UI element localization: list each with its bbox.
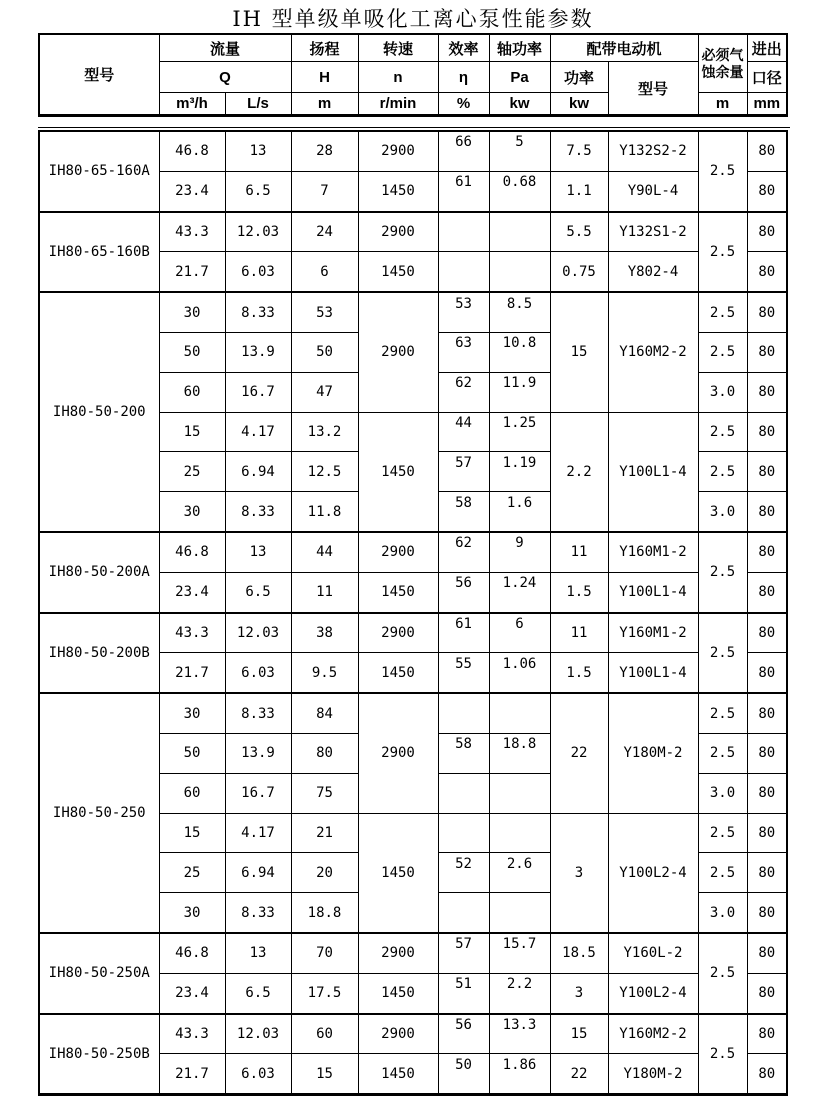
cell-npsh-m: 2.5 — [698, 292, 747, 332]
header-motor-model: 型号 — [608, 62, 698, 116]
cell-flow-ls: 13 — [225, 532, 291, 572]
cell-flow-m3h: 30 — [159, 292, 225, 332]
header-unit-kw-pa: kw — [489, 93, 550, 116]
cell-npsh-m: 2.5 — [698, 452, 747, 492]
cell-efficiency-pct — [438, 773, 489, 813]
cell-head-m: 60 — [291, 1014, 358, 1054]
cell-diameter-mm: 80 — [747, 773, 787, 813]
cell-shaft-power-kw: 11.9 — [489, 372, 550, 412]
cell-speed-rmin: 1450 — [358, 653, 438, 693]
cell-flow-m3h: 30 — [159, 693, 225, 733]
cell-head-m: 15 — [291, 1054, 358, 1095]
cell-npsh-m: 2.5 — [698, 212, 747, 293]
cell-shaft-power-kw: 15.7 — [489, 933, 550, 973]
header-q: Q — [159, 62, 291, 93]
cell-efficiency-pct — [438, 693, 489, 733]
table-row — [39, 1014, 787, 1054]
pump-model: IH80-50-200A — [39, 532, 159, 613]
cell-flow-ls: 13.9 — [225, 332, 291, 372]
cell-efficiency-pct: 51 — [438, 973, 489, 1013]
cell-flow-m3h: 21.7 — [159, 252, 225, 292]
cell-shaft-power-kw: 18.8 — [489, 733, 550, 773]
cell-motor-model: Y160L-2 — [608, 933, 698, 973]
cell-head-m: 44 — [291, 532, 358, 572]
cell-speed-rmin: 1450 — [358, 973, 438, 1013]
cell-head-m: 47 — [291, 372, 358, 412]
cell-efficiency-pct — [438, 893, 489, 933]
cell-diameter-mm: 80 — [747, 1054, 787, 1095]
cell-speed-rmin: 2900 — [358, 212, 438, 252]
cell-shaft-power-kw: 13.3 — [489, 1014, 550, 1054]
cell-shaft-power-kw: 1.6 — [489, 492, 550, 532]
cell-npsh-m: 3.0 — [698, 372, 747, 412]
cell-flow-ls: 12.03 — [225, 613, 291, 653]
cell-efficiency-pct: 66 — [438, 131, 489, 171]
cell-motor-model: Y132S2-2 — [608, 131, 698, 171]
cell-efficiency-pct: 52 — [438, 853, 489, 893]
cell-efficiency-pct: 62 — [438, 372, 489, 412]
header-speed: 转速 — [358, 34, 438, 62]
cell-motor-model: Y100L2-4 — [608, 973, 698, 1013]
cell-flow-m3h: 25 — [159, 853, 225, 893]
cell-diameter-mm: 80 — [747, 613, 787, 653]
cell-flow-ls: 6.94 — [225, 853, 291, 893]
cell-motor-power-kw: 11 — [550, 613, 608, 653]
header-flow: 流量 — [159, 34, 291, 62]
cell-npsh-m: 2.5 — [698, 733, 747, 773]
table-row — [39, 933, 787, 973]
pump-model: IH80-50-250A — [39, 933, 159, 1014]
pump-model: IH80-50-250B — [39, 1014, 159, 1095]
cell-motor-power-kw: 7.5 — [550, 131, 608, 171]
cell-motor-power-kw: 18.5 — [550, 933, 608, 973]
cell-motor-model: Y160M1-2 — [608, 532, 698, 572]
header-unit-m: m — [291, 93, 358, 116]
header-model: 型号 — [39, 34, 159, 116]
header-eta: η — [438, 62, 489, 93]
cell-head-m: 80 — [291, 733, 358, 773]
cell-flow-ls: 13.9 — [225, 733, 291, 773]
cell-npsh-m: 3.0 — [698, 492, 747, 532]
cell-flow-m3h: 46.8 — [159, 532, 225, 572]
cell-head-m: 13.2 — [291, 412, 358, 452]
cell-diameter-mm: 80 — [747, 1014, 787, 1054]
cell-npsh-m: 2.5 — [698, 131, 747, 212]
header-shaft-power: 轴功率 — [489, 34, 550, 62]
cell-npsh-m: 3.0 — [698, 893, 747, 933]
table-row — [39, 292, 787, 332]
cell-shaft-power-kw: 1.24 — [489, 572, 550, 612]
header-unit-m3h: m³/h — [159, 93, 225, 116]
cell-flow-m3h: 46.8 — [159, 131, 225, 171]
cell-diameter-mm: 80 — [747, 171, 787, 211]
cell-flow-m3h: 60 — [159, 372, 225, 412]
cell-motor-model: Y100L1-4 — [608, 412, 698, 532]
cell-diameter-mm: 80 — [747, 532, 787, 572]
cell-efficiency-pct: 44 — [438, 412, 489, 452]
pump-model: IH80-65-160A — [39, 131, 159, 212]
cell-flow-ls: 6.03 — [225, 1054, 291, 1095]
header-unit-mm: mm — [747, 93, 787, 116]
cell-shaft-power-kw — [489, 212, 550, 252]
header-h: H — [291, 62, 358, 93]
cell-shaft-power-kw: 1.06 — [489, 653, 550, 693]
cell-diameter-mm: 80 — [747, 412, 787, 452]
cell-motor-model: Y180M-2 — [608, 1054, 698, 1095]
cell-diameter-mm: 80 — [747, 452, 787, 492]
cell-flow-m3h: 15 — [159, 813, 225, 853]
cell-diameter-mm: 80 — [747, 131, 787, 171]
cell-shaft-power-kw: 6 — [489, 613, 550, 653]
table-body — [38, 130, 788, 1096]
table-row — [39, 613, 787, 653]
cell-shaft-power-kw: 1.19 — [489, 452, 550, 492]
cell-flow-ls: 16.7 — [225, 773, 291, 813]
cell-flow-m3h: 23.4 — [159, 973, 225, 1013]
cell-flow-ls: 4.17 — [225, 813, 291, 853]
cell-flow-m3h: 43.3 — [159, 1014, 225, 1054]
cell-flow-ls: 8.33 — [225, 893, 291, 933]
cell-speed-rmin: 1450 — [358, 1054, 438, 1095]
cell-shaft-power-kw — [489, 693, 550, 733]
cell-flow-ls: 13 — [225, 131, 291, 171]
cell-head-m: 11.8 — [291, 492, 358, 532]
table-row — [39, 131, 787, 171]
header-unit-kw-motor: kw — [550, 93, 608, 116]
cell-motor-model: Y802-4 — [608, 252, 698, 292]
cell-efficiency-pct: 58 — [438, 492, 489, 532]
cell-diameter-mm: 80 — [747, 973, 787, 1013]
header-npsh: 必须气 蚀余量 — [698, 34, 747, 93]
cell-motor-power-kw: 1.5 — [550, 653, 608, 693]
cell-motor-power-kw: 15 — [550, 1014, 608, 1054]
cell-efficiency-pct: 55 — [438, 653, 489, 693]
cell-motor-model: Y160M1-2 — [608, 613, 698, 653]
cell-shaft-power-kw: 2.6 — [489, 853, 550, 893]
cell-efficiency-pct: 61 — [438, 613, 489, 653]
table-header — [38, 33, 788, 117]
cell-shaft-power-kw: 1.86 — [489, 1054, 550, 1095]
cell-head-m: 12.5 — [291, 452, 358, 492]
cell-head-m: 50 — [291, 332, 358, 372]
cell-flow-m3h: 50 — [159, 733, 225, 773]
cell-motor-model: Y160M2-2 — [608, 292, 698, 412]
header-efficiency: 效率 — [438, 34, 489, 62]
cell-efficiency-pct: 53 — [438, 292, 489, 332]
cell-flow-m3h: 30 — [159, 492, 225, 532]
cell-motor-power-kw: 1.5 — [550, 572, 608, 612]
cell-motor-power-kw: 2.2 — [550, 412, 608, 532]
header-pa: Pa — [489, 62, 550, 93]
cell-efficiency-pct: 61 — [438, 171, 489, 211]
cell-npsh-m: 2.5 — [698, 853, 747, 893]
cell-diameter-mm: 80 — [747, 853, 787, 893]
cell-efficiency-pct — [438, 212, 489, 252]
cell-diameter-mm: 80 — [747, 372, 787, 412]
cell-efficiency-pct — [438, 813, 489, 853]
cell-diameter-mm: 80 — [747, 893, 787, 933]
header-head: 扬程 — [291, 34, 358, 62]
cell-motor-model: Y100L1-4 — [608, 572, 698, 612]
cell-head-m: 24 — [291, 212, 358, 252]
cell-flow-m3h: 46.8 — [159, 933, 225, 973]
cell-flow-m3h: 23.4 — [159, 572, 225, 612]
cell-npsh-m: 2.5 — [698, 332, 747, 372]
cell-flow-m3h: 60 — [159, 773, 225, 813]
cell-motor-model: Y160M2-2 — [608, 1014, 698, 1054]
cell-flow-m3h: 21.7 — [159, 1054, 225, 1095]
cell-flow-m3h: 43.3 — [159, 212, 225, 252]
cell-flow-ls: 6.5 — [225, 572, 291, 612]
cell-motor-model: Y100L1-4 — [608, 653, 698, 693]
cell-head-m: 18.8 — [291, 893, 358, 933]
pump-model: IH80-50-200B — [39, 613, 159, 694]
cell-shaft-power-kw: 1.25 — [489, 412, 550, 452]
cell-motor-power-kw: 22 — [550, 693, 608, 813]
cell-flow-m3h: 50 — [159, 332, 225, 372]
cell-efficiency-pct: 63 — [438, 332, 489, 372]
cell-diameter-mm: 80 — [747, 492, 787, 532]
cell-head-m: 11 — [291, 572, 358, 612]
cell-efficiency-pct: 56 — [438, 572, 489, 612]
cell-motor-power-kw: 0.75 — [550, 252, 608, 292]
cell-shaft-power-kw: 5 — [489, 131, 550, 171]
cell-head-m: 7 — [291, 171, 358, 211]
cell-flow-m3h: 23.4 — [159, 171, 225, 211]
cell-diameter-mm: 80 — [747, 733, 787, 773]
cell-motor-power-kw: 11 — [550, 532, 608, 572]
cell-npsh-m: 2.5 — [698, 933, 747, 1014]
header-motor-power: 功率 — [550, 62, 608, 93]
header-n: n — [358, 62, 438, 93]
cell-speed-rmin: 2900 — [358, 613, 438, 653]
header-unit-rmin: r/min — [358, 93, 438, 116]
cell-shaft-power-kw: 0.68 — [489, 171, 550, 211]
header-inout: 进出 — [747, 34, 787, 62]
cell-speed-rmin: 1450 — [358, 412, 438, 532]
cell-speed-rmin: 1450 — [358, 572, 438, 612]
header-unit-npsh-m: m — [698, 93, 747, 116]
cell-efficiency-pct: 56 — [438, 1014, 489, 1054]
cell-flow-m3h: 43.3 — [159, 613, 225, 653]
cell-head-m: 9.5 — [291, 653, 358, 693]
cell-motor-power-kw: 15 — [550, 292, 608, 412]
cell-head-m: 6 — [291, 252, 358, 292]
cell-speed-rmin: 1450 — [358, 252, 438, 292]
cell-npsh-m: 2.5 — [698, 1014, 747, 1095]
cell-efficiency-pct: 57 — [438, 933, 489, 973]
cell-flow-m3h: 30 — [159, 893, 225, 933]
cell-head-m: 20 — [291, 853, 358, 893]
cell-motor-power-kw: 5.5 — [550, 212, 608, 252]
cell-speed-rmin: 2900 — [358, 693, 438, 813]
cell-head-m: 84 — [291, 693, 358, 733]
performance-table — [38, 127, 790, 1096]
cell-npsh-m: 2.5 — [698, 693, 747, 733]
cell-flow-ls: 12.03 — [225, 212, 291, 252]
cell-diameter-mm: 80 — [747, 693, 787, 733]
pump-model: IH80-50-250 — [39, 693, 159, 933]
cell-flow-ls: 8.33 — [225, 492, 291, 532]
cell-npsh-m: 2.5 — [698, 813, 747, 853]
cell-flow-ls: 6.94 — [225, 452, 291, 492]
cell-head-m: 70 — [291, 933, 358, 973]
cell-efficiency-pct — [438, 252, 489, 292]
cell-motor-model: Y100L2-4 — [608, 813, 698, 933]
cell-flow-ls: 8.33 — [225, 292, 291, 332]
cell-flow-ls: 12.03 — [225, 1014, 291, 1054]
cell-motor-model: Y180M-2 — [608, 693, 698, 813]
cell-flow-ls: 8.33 — [225, 693, 291, 733]
cell-speed-rmin: 2900 — [358, 131, 438, 171]
table-row — [39, 212, 787, 252]
cell-flow-ls: 6.5 — [225, 973, 291, 1013]
cell-speed-rmin: 2900 — [358, 532, 438, 572]
table-row — [39, 532, 787, 572]
cell-diameter-mm: 80 — [747, 572, 787, 612]
cell-flow-m3h: 15 — [159, 412, 225, 452]
cell-flow-ls: 6.5 — [225, 171, 291, 211]
cell-shaft-power-kw — [489, 893, 550, 933]
cell-motor-model: Y132S1-2 — [608, 212, 698, 252]
cell-diameter-mm: 80 — [747, 252, 787, 292]
cell-speed-rmin: 2900 — [358, 1014, 438, 1054]
cell-flow-m3h: 21.7 — [159, 653, 225, 693]
cell-flow-ls: 16.7 — [225, 372, 291, 412]
cell-motor-power-kw: 1.1 — [550, 171, 608, 211]
cell-diameter-mm: 80 — [747, 653, 787, 693]
header-unit-pct: % — [438, 93, 489, 116]
cell-diameter-mm: 80 — [747, 212, 787, 252]
cell-head-m: 75 — [291, 773, 358, 813]
cell-shaft-power-kw: 10.8 — [489, 332, 550, 372]
header-diameter: 口径 — [747, 62, 787, 93]
cell-shaft-power-kw: 9 — [489, 532, 550, 572]
cell-flow-m3h: 25 — [159, 452, 225, 492]
cell-efficiency-pct: 50 — [438, 1054, 489, 1095]
cell-head-m: 53 — [291, 292, 358, 332]
cell-speed-rmin: 2900 — [358, 292, 438, 412]
cell-speed-rmin: 1450 — [358, 171, 438, 211]
cell-efficiency-pct: 58 — [438, 733, 489, 773]
cell-npsh-m: 2.5 — [698, 613, 747, 694]
page-title: IH 型单级单吸化工离心泵性能参数 — [232, 7, 594, 31]
cell-diameter-mm: 80 — [747, 933, 787, 973]
cell-head-m: 17.5 — [291, 973, 358, 1013]
cell-motor-power-kw: 3 — [550, 973, 608, 1013]
cell-head-m: 21 — [291, 813, 358, 853]
cell-head-m: 38 — [291, 613, 358, 653]
cell-shaft-power-kw — [489, 252, 550, 292]
cell-diameter-mm: 80 — [747, 813, 787, 853]
table-row — [39, 693, 787, 733]
cell-npsh-m: 2.5 — [698, 412, 747, 452]
cell-shaft-power-kw: 2.2 — [489, 973, 550, 1013]
cell-npsh-m: 2.5 — [698, 532, 747, 613]
cell-shaft-power-kw: 8.5 — [489, 292, 550, 332]
cell-flow-ls: 6.03 — [225, 653, 291, 693]
cell-shaft-power-kw — [489, 773, 550, 813]
cell-head-m: 28 — [291, 131, 358, 171]
cell-efficiency-pct: 62 — [438, 532, 489, 572]
header-unit-ls: L/s — [225, 93, 291, 116]
cell-shaft-power-kw — [489, 813, 550, 853]
cell-flow-ls: 4.17 — [225, 412, 291, 452]
cell-motor-power-kw: 3 — [550, 813, 608, 933]
cell-npsh-m: 3.0 — [698, 773, 747, 813]
cell-diameter-mm: 80 — [747, 332, 787, 372]
pump-model: IH80-50-200 — [39, 292, 159, 532]
header-motor-group: 配带电动机 — [550, 34, 698, 62]
cell-flow-ls: 6.03 — [225, 252, 291, 292]
cell-motor-model: Y90L-4 — [608, 171, 698, 211]
cell-motor-power-kw: 22 — [550, 1054, 608, 1095]
cell-efficiency-pct: 57 — [438, 452, 489, 492]
cell-speed-rmin: 1450 — [358, 813, 438, 933]
cell-speed-rmin: 2900 — [358, 933, 438, 973]
pump-model: IH80-65-160B — [39, 212, 159, 293]
cell-diameter-mm: 80 — [747, 292, 787, 332]
cell-flow-ls: 13 — [225, 933, 291, 973]
